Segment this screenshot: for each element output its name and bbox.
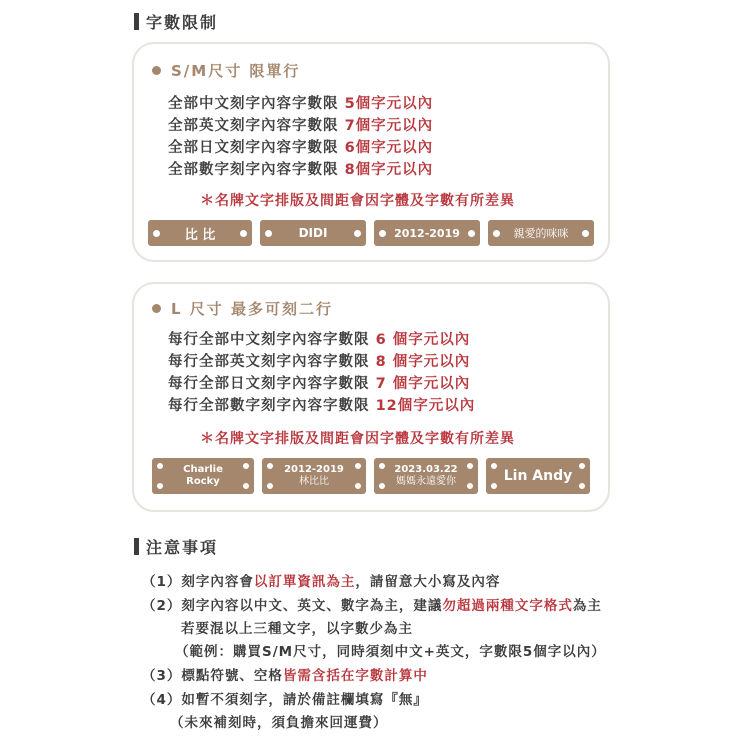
l-size-card <box>132 282 610 512</box>
notice-highlight: 皆需含括在字數計算中 <box>282 668 428 684</box>
tag-hole-icon <box>355 463 361 469</box>
sample-tag <box>486 458 590 494</box>
l-rule <box>168 394 475 415</box>
l-rule <box>168 350 470 371</box>
l-heading <box>152 298 333 319</box>
sm-heading-text: S/M尺寸 限單行 <box>171 62 301 80</box>
section-title-text: 字數限制 <box>146 13 219 32</box>
tag-line2: 媽媽永遠愛你 <box>396 476 456 487</box>
notice-text: ，請留意大小寫及內容 <box>355 574 501 590</box>
sample-tag <box>488 220 594 246</box>
bullet-dot-icon <box>152 304 161 313</box>
notice-highlight: 勿超過兩種文字格式 <box>442 598 573 614</box>
notice-item <box>142 688 428 708</box>
tag-line2: Rocky <box>186 476 220 487</box>
sample-tag <box>374 458 478 494</box>
notice-item <box>142 594 602 614</box>
rule-limit: 8個字元以內 <box>344 162 434 178</box>
sample-tag <box>374 220 480 246</box>
notice-number: （4） <box>142 692 182 708</box>
tag-hole-icon <box>267 483 273 489</box>
sm-rule <box>168 92 433 113</box>
tag-text: 比 比 <box>184 227 216 243</box>
tag-line1: 2012-2019 <box>284 464 344 475</box>
rule-text: 每行全部英文刻字內容字數限 <box>168 354 370 370</box>
tag-hole-icon <box>582 230 589 237</box>
tag-text: 2012-2019 <box>394 226 460 240</box>
rule-text: 全部數字刻字內容字數限 <box>168 162 339 178</box>
tag-hole-icon <box>579 483 585 489</box>
rule-text: 全部日文刻字內容字數限 <box>168 140 339 156</box>
notice-number: （3） <box>142 668 182 684</box>
sm-heading <box>152 60 300 81</box>
rule-text: 每行全部日文刻字內容字數限 <box>168 376 370 392</box>
tag-hole-icon <box>240 230 247 237</box>
notice-example: （範例：購買S/M尺寸，同時須刻中文+英文，字數限5個字以內） <box>175 644 606 660</box>
notice-item <box>142 664 428 684</box>
tag-text: 親愛的咪咪 <box>513 227 569 240</box>
tag-hole-icon <box>157 483 163 489</box>
tag-hole-icon <box>491 463 497 469</box>
tag-line1: 2023.03.22 <box>394 464 458 475</box>
rule-text: 全部中文刻字內容字數限 <box>168 96 339 112</box>
tag-line1: Lin Andy <box>503 468 573 484</box>
tag-hole-icon <box>379 230 386 237</box>
rule-limit: 5個字元以內 <box>344 96 434 112</box>
sm-rule <box>168 136 433 157</box>
l-rule <box>168 328 470 349</box>
rule-limit: 8 個字元以內 <box>375 354 471 370</box>
sm-rule <box>168 114 433 135</box>
rule-text: 每行全部數字刻字內容字數限 <box>168 398 370 414</box>
tag-hole-icon <box>354 230 361 237</box>
tag-hole-icon <box>467 483 473 489</box>
tag-hole-icon <box>267 463 273 469</box>
tag-line2: 林比比 <box>299 476 329 487</box>
l-heading-text: L 尺寸 最多可刻二行 <box>171 300 334 318</box>
notice-text: 如暫不須刻字，請於備註欄填寫『無』 <box>181 692 428 708</box>
tag-hole-icon <box>467 463 473 469</box>
notice-text: 為主 <box>572 598 602 614</box>
rule-limit: 12個字元以內 <box>375 398 476 414</box>
rule-text: 全部英文刻字內容字數限 <box>168 118 339 134</box>
bullet-dot-icon <box>152 66 161 75</box>
rule-limit: 7 個字元以內 <box>375 376 471 392</box>
tag-hole-icon <box>468 230 475 237</box>
tag-hole-icon <box>493 230 500 237</box>
notice-highlight: 以訂單資訊為主 <box>253 574 356 590</box>
tag-hole-icon <box>243 463 249 469</box>
l-note: ＊名牌文字排版及間距會因字體及字數有所差異 <box>200 431 515 447</box>
rule-limit: 6 個字元以內 <box>375 332 471 348</box>
title-bar-icon <box>134 13 139 30</box>
sm-note: ＊名牌文字排版及間距會因字體及字數有所差異 <box>200 193 515 209</box>
title-bar-icon <box>134 538 139 555</box>
notice-subline: （未來補刻時，須負擔來回運費） <box>170 715 388 731</box>
rule-limit: 6個字元以內 <box>344 140 434 156</box>
rule-limit: 7個字元以內 <box>344 118 434 134</box>
rule-text: 每行全部中文刻字內容字數限 <box>168 332 370 348</box>
tag-hole-icon <box>379 483 385 489</box>
tag-text: DIDI <box>298 226 328 240</box>
sample-tag <box>148 220 252 246</box>
tag-hole-icon <box>243 483 249 489</box>
notice-text: 標點符號、空格 <box>181 668 283 684</box>
notice-text: 刻字內容以中文、英文、數字為主，建議 <box>181 598 443 614</box>
tag-hole-icon <box>355 483 361 489</box>
l-rule <box>168 372 470 393</box>
tag-hole-icon <box>579 463 585 469</box>
tag-hole-icon <box>265 230 272 237</box>
tag-hole-icon <box>379 463 385 469</box>
notice-number: （1） <box>142 574 182 590</box>
sample-tag <box>152 458 254 494</box>
section-title-text: 注意事項 <box>146 538 219 557</box>
sm-size-card <box>132 42 610 262</box>
tag-hole-icon <box>491 483 497 489</box>
tag-hole-icon <box>153 230 160 237</box>
tag-line1: Charlie <box>183 464 223 475</box>
notice-item <box>142 570 500 590</box>
section-title-limits <box>134 10 218 33</box>
notice-subline: 若要混以上三種文字，以字數少為主 <box>181 621 413 637</box>
tag-hole-icon <box>157 463 163 469</box>
sm-rule <box>168 158 433 179</box>
sample-tag <box>260 220 366 246</box>
sample-tag <box>262 458 366 494</box>
notice-text: 刻字內容會 <box>181 574 254 590</box>
notice-number: （2） <box>142 598 182 614</box>
section-title-notes <box>134 535 218 558</box>
